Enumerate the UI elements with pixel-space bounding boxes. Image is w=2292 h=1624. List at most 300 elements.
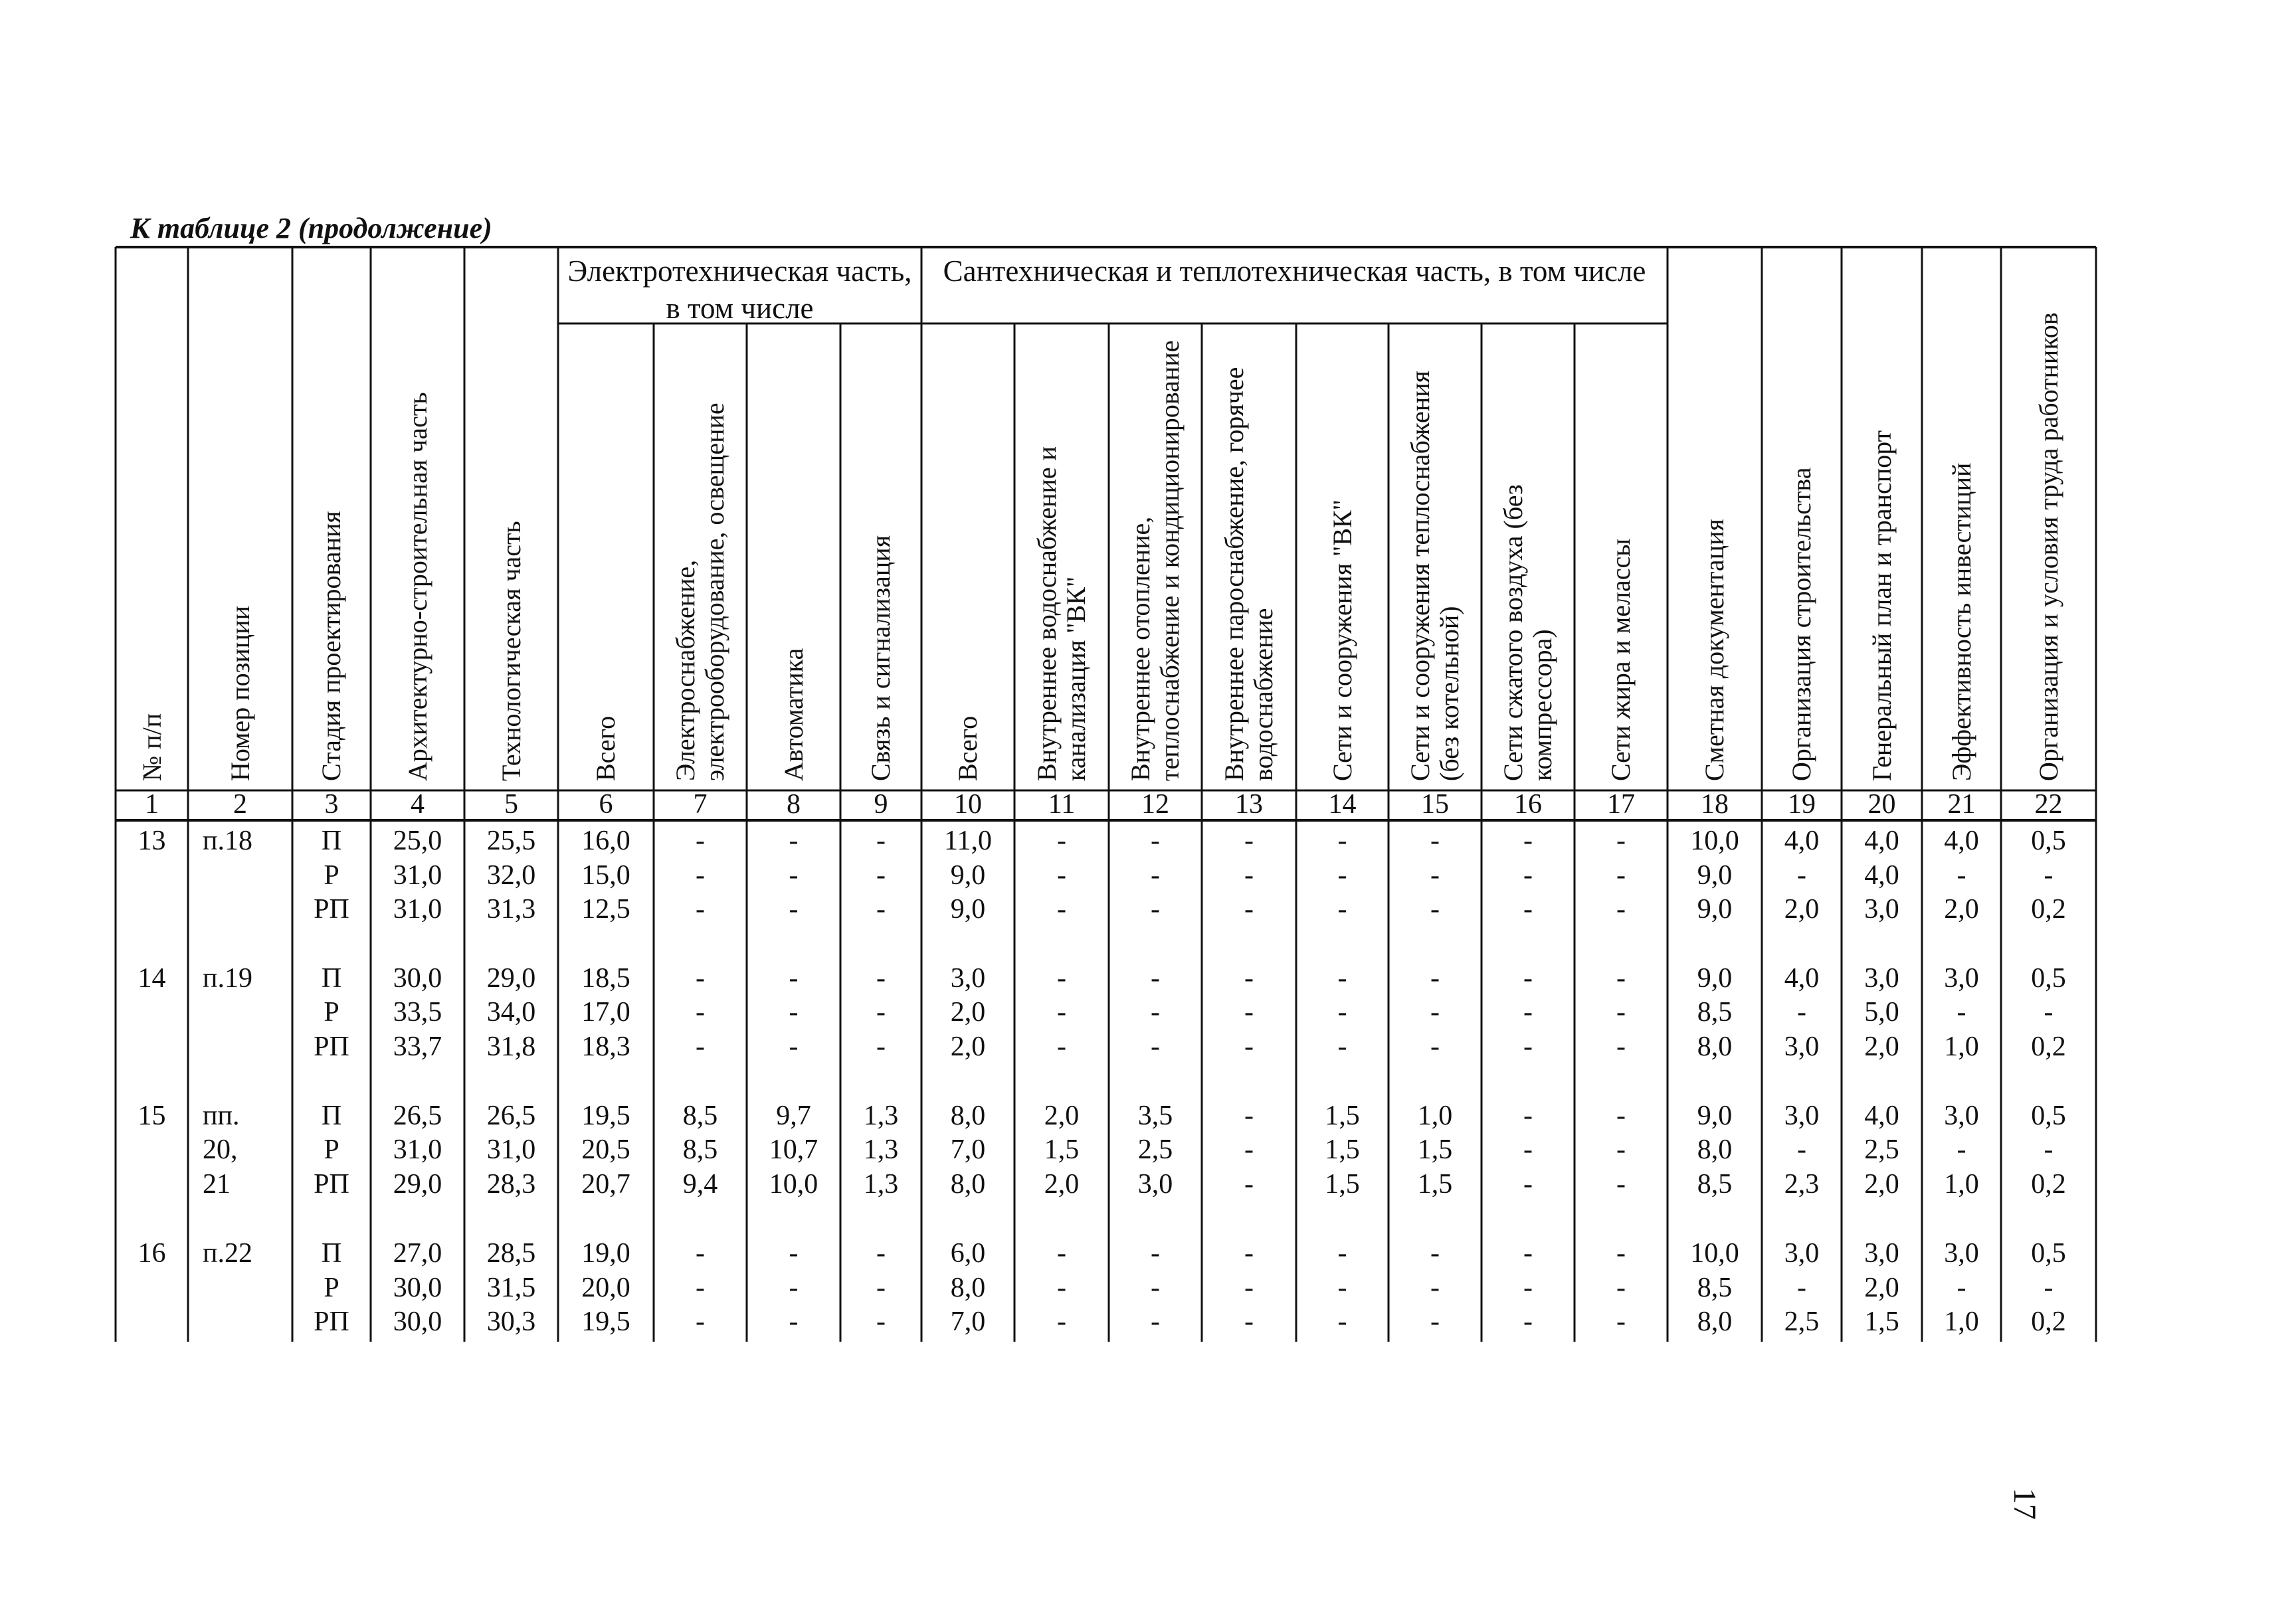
table-cell: 30,0	[393, 963, 442, 994]
column-number: 12	[1141, 789, 1169, 820]
table-cell: -	[789, 1307, 799, 1337]
table-cell: -	[789, 1273, 799, 1303]
column-number: 11	[1048, 789, 1076, 820]
table-cell: 31,0	[486, 1134, 536, 1165]
table-cell: -	[1057, 963, 1066, 994]
table-cell: 4,0	[1784, 826, 1820, 856]
table-cell: 10,0	[769, 1169, 818, 1200]
table-cell: 31,0	[393, 894, 442, 925]
table-cell: 26,5	[393, 1101, 442, 1131]
table-cell: 33,5	[393, 997, 442, 1028]
table-cell: -	[1430, 860, 1440, 891]
table-cell: -	[789, 860, 799, 891]
column-number: 22	[2034, 789, 2063, 820]
table-cell: Р	[324, 1273, 339, 1303]
table-cell: 2,3	[1784, 1169, 1820, 1200]
column-header: Номер позиции	[225, 605, 255, 781]
table-cell: П	[321, 1238, 342, 1269]
table-cell: 25,5	[486, 826, 536, 856]
table-cell: -	[1523, 1032, 1533, 1062]
table-cell: -	[1523, 1238, 1533, 1269]
table-cell: 1,5	[1864, 1307, 1899, 1337]
column-header: Сети сжатого воздуха (без компрессора)	[1498, 484, 1557, 781]
table-cell: 27,0	[393, 1238, 442, 1269]
table-cell	[116, 858, 188, 893]
table-cell: 20,	[203, 1134, 238, 1165]
table-cell: -	[1616, 963, 1626, 994]
table-cell: 1,5	[1044, 1134, 1080, 1165]
table-cell: 2,0	[1784, 894, 1820, 925]
table-cell: -	[1151, 1273, 1160, 1303]
table-cell: 0,5	[2031, 826, 2066, 856]
table-cell: -	[1337, 1307, 1347, 1337]
table-cell: 2,0	[1044, 1169, 1080, 1200]
table-cell: 8,0	[950, 1273, 986, 1303]
table-cell: -	[1523, 826, 1533, 856]
table-cell: -	[876, 1273, 886, 1303]
table-cell: 31,8	[486, 1032, 536, 1062]
table-cell	[188, 892, 292, 927]
table-cell: -	[1523, 997, 1533, 1028]
table-cell: -	[1523, 1101, 1533, 1131]
table-cell: 34,0	[486, 997, 536, 1028]
table-cell: -	[696, 1307, 705, 1337]
column-header: Организация и условия труда работников	[2033, 312, 2063, 781]
table-cell: 12,5	[581, 894, 630, 925]
column-number: 5	[504, 789, 518, 820]
column-header: Внутреннее отопление, теплоснабжение и кондиционирование	[1125, 340, 1185, 781]
table-cell: 3,0	[1864, 1238, 1899, 1269]
table-cell: -	[1430, 1238, 1440, 1269]
table-cell: 20,0	[581, 1273, 630, 1303]
table-cell: -	[1430, 1307, 1440, 1337]
table-cell: -	[1244, 997, 1254, 1028]
table-cell: -	[1244, 1238, 1254, 1269]
table-cell: 1,5	[1325, 1169, 1360, 1200]
table-cell: -	[1430, 1273, 1440, 1303]
table-cell: Р	[324, 1134, 339, 1165]
table-cell: 29,0	[486, 963, 536, 994]
table-cell: -	[1616, 1169, 1626, 1200]
table-cell: -	[876, 860, 886, 891]
table-cell: 15	[138, 1101, 166, 1131]
table-cell: -	[1797, 1273, 1806, 1303]
table-cell: Р	[324, 997, 339, 1028]
table-cell: -	[2044, 1134, 2053, 1165]
table-cell: 1,3	[863, 1169, 899, 1200]
table-cell: 1,0	[1944, 1169, 1979, 1200]
table-cell: Р	[324, 860, 339, 891]
table-cell: 4,0	[1864, 826, 1899, 856]
table-cell: -	[1616, 1273, 1626, 1303]
table-cell: 9,0	[1697, 894, 1733, 925]
table-cell: 3,5	[1137, 1101, 1173, 1131]
table-cell: -	[1244, 826, 1254, 856]
table-cell: -	[2044, 1273, 2053, 1303]
table-cell: -	[1244, 860, 1254, 891]
table-cell: -	[789, 826, 799, 856]
table-cell: -	[1797, 997, 1806, 1028]
table-cell	[116, 995, 188, 1030]
table-cell: 3,0	[1137, 1169, 1173, 1200]
table-cell: -	[2044, 997, 2053, 1028]
table-cell: -	[876, 894, 886, 925]
table-cell: 2,0	[1864, 1273, 1899, 1303]
group-header-electrical: Электротехническая часть, в том числе	[567, 254, 912, 325]
table-cell: -	[1244, 1273, 1254, 1303]
column-header: Сети и сооружения "ВК"	[1327, 499, 1357, 781]
table-cell: П	[321, 826, 342, 856]
table-cell: -	[1616, 1101, 1626, 1131]
table-cell: -	[696, 860, 705, 891]
table-cell: -	[1057, 997, 1066, 1028]
table-cell	[188, 995, 292, 1030]
table-cell: -	[1616, 1032, 1626, 1062]
table-cell: -	[1616, 826, 1626, 856]
table-cell: 30,3	[486, 1307, 536, 1337]
table-cell: 2,5	[1864, 1134, 1899, 1165]
table-cell: -	[1057, 860, 1066, 891]
table-cell: 2,5	[1784, 1307, 1820, 1337]
table-cell: 31,5	[486, 1273, 536, 1303]
table-cell: 8,0	[950, 1101, 986, 1131]
table-cell: 2,0	[1944, 894, 1979, 925]
table-caption: К таблице 2 (продолжение)	[130, 212, 492, 244]
table-cell: -	[1244, 1032, 1254, 1062]
table-cell: 0,2	[2031, 894, 2066, 925]
table-cell: 8,5	[1697, 1169, 1733, 1200]
table-cell: -	[876, 1238, 886, 1269]
table-cell	[188, 1271, 292, 1305]
table-cell: 3,0	[1784, 1238, 1820, 1269]
column-header: Сети и сооружения теплоснабжения (без котельной)	[1405, 371, 1464, 781]
table-cell: -	[1523, 1273, 1533, 1303]
table-cell: -	[876, 826, 886, 856]
table-cell: -	[1337, 963, 1347, 994]
column-number: 2	[233, 789, 247, 820]
table-cell: 8,5	[1697, 1273, 1733, 1303]
table-cell: 16,0	[581, 826, 630, 856]
table-cell: 0,2	[2031, 1307, 2066, 1337]
table-cell: -	[1957, 1134, 1966, 1165]
page-number: 17	[2007, 1488, 2042, 1520]
table-cell: 1,0	[1944, 1307, 1979, 1337]
table-cell: 3,0	[1784, 1032, 1820, 1062]
column-number: 14	[1328, 789, 1357, 820]
column-number: 6	[599, 789, 613, 820]
table-cell: -	[1430, 894, 1440, 925]
table-cell: -	[1957, 997, 1966, 1028]
table-cell: п.18	[203, 826, 252, 856]
table-cell: -	[1151, 963, 1160, 994]
table-cell: -	[1337, 1032, 1347, 1062]
table-cell: -	[1616, 860, 1626, 891]
table-cell: -	[1057, 894, 1066, 925]
table-cell: -	[1151, 860, 1160, 891]
table-cell: -	[1151, 894, 1160, 925]
table-cell: 11,0	[944, 826, 992, 856]
table-cell: 16	[138, 1238, 166, 1269]
table-cell: -	[1337, 1273, 1347, 1303]
table-cell: 2,5	[1137, 1134, 1173, 1165]
table-cell: -	[1797, 1134, 1806, 1165]
table-cell: 1,5	[1417, 1169, 1453, 1200]
table-cell: -	[1523, 860, 1533, 891]
table-cell: -	[1430, 1032, 1440, 1062]
table-cell: -	[789, 963, 799, 994]
column-number: 9	[874, 789, 888, 820]
column-header: Сети жира и мелассы	[1606, 538, 1636, 781]
column-number: 3	[324, 789, 339, 820]
table-cell	[116, 1132, 188, 1167]
column-number: 8	[787, 789, 801, 820]
table-cell: -	[876, 1032, 886, 1062]
table-cell: -	[696, 997, 705, 1028]
table-cell: 3,0	[1944, 1238, 1979, 1269]
column-number: 4	[411, 789, 425, 820]
table-cell: 30,0	[393, 1307, 442, 1337]
column-header: Эффективность инвестиций	[1946, 462, 1976, 781]
table-cell: 9,4	[682, 1169, 718, 1200]
table-cell: 2,0	[950, 997, 986, 1028]
table-cell: РП	[314, 1307, 349, 1337]
table-cell: -	[789, 1238, 799, 1269]
column-header: Стадия проектирования	[316, 511, 346, 781]
table-cell: -	[1616, 1238, 1626, 1269]
column-header: Архитектурно-строительная часть	[402, 392, 432, 781]
table-cell: -	[696, 1238, 705, 1269]
table-cell: пп.	[203, 1101, 240, 1131]
column-number: 7	[693, 789, 708, 820]
table-cell: -	[1797, 860, 1806, 891]
table-cell	[188, 1030, 292, 1064]
table-cell: 28,5	[486, 1238, 536, 1269]
table-cell: -	[1151, 1238, 1160, 1269]
table-cell: -	[1616, 894, 1626, 925]
table-cell: 3,0	[1944, 1101, 1979, 1131]
table-cell: -	[1244, 1169, 1254, 1200]
table-cell: 0,5	[2031, 1238, 2066, 1269]
table-cell: 10,0	[1690, 1238, 1739, 1269]
table-cell: 3,0	[1864, 963, 1899, 994]
table-cell: П	[321, 1101, 342, 1131]
table-cell: 0,2	[2031, 1032, 2066, 1062]
table-cell: 9,7	[776, 1101, 811, 1131]
table-cell: 8,5	[1697, 997, 1733, 1028]
table-cell: 1,5	[1417, 1134, 1453, 1165]
column-header: Всего	[953, 715, 983, 781]
table-cell: -	[696, 894, 705, 925]
table-cell: 31,3	[486, 894, 536, 925]
table-cell: 2,0	[1864, 1169, 1899, 1200]
column-header: Технологическая часть	[496, 521, 526, 781]
table-cell: РП	[314, 1169, 349, 1200]
table-cell: -	[1057, 1307, 1066, 1337]
table-cell: 6,0	[950, 1238, 986, 1269]
table-cell: -	[789, 997, 799, 1028]
table-cell: 8,5	[682, 1101, 718, 1131]
table-cell: 1,0	[1944, 1032, 1979, 1062]
table-cell: -	[1151, 1307, 1160, 1337]
table-cell: 17,0	[581, 997, 630, 1028]
column-header: Связь и сигнализация	[866, 535, 896, 781]
table-cell: -	[696, 963, 705, 994]
table-cell: -	[1523, 1307, 1533, 1337]
group-header-sanitary: Сантехническая и теплотехническая часть, в том числе	[943, 254, 1646, 288]
table-cell: 26,5	[486, 1101, 536, 1131]
table-cell: -	[1057, 826, 1066, 856]
table-cell: 3,0	[1784, 1101, 1820, 1131]
table-cell: -	[1244, 1307, 1254, 1337]
table-cell: 25,0	[393, 826, 442, 856]
column-number: 1	[145, 789, 159, 820]
table-cell: 14	[138, 963, 166, 994]
table-cell: -	[1957, 860, 1966, 891]
table-cell: 4,0	[1944, 826, 1979, 856]
table-cell: -	[1523, 1134, 1533, 1165]
table-cell: 9,0	[950, 860, 986, 891]
table-cell	[188, 1305, 292, 1339]
table-cell: 0,5	[2031, 963, 2066, 994]
table-cell: 1,3	[863, 1101, 899, 1131]
table-cell: 1,5	[1325, 1101, 1360, 1131]
table-cell: -	[1151, 997, 1160, 1028]
table-cell: РП	[314, 894, 349, 925]
table-cell: -	[1151, 826, 1160, 856]
table-cell: 9,0	[1697, 1101, 1733, 1131]
table-cell: -	[1057, 1238, 1066, 1269]
table-cell: П	[321, 963, 342, 994]
table-cell: РП	[314, 1032, 349, 1062]
table-cell: 8,0	[1697, 1307, 1733, 1337]
table-cell: -	[1523, 894, 1533, 925]
table-cell	[116, 1271, 188, 1305]
column-number: 17	[1607, 789, 1635, 820]
table-cell: 30,0	[393, 1273, 442, 1303]
column-header: Электроснабжение, электрооборудование, освещение	[670, 403, 729, 781]
table-cell: 19,0	[581, 1238, 630, 1269]
table-cell: -	[1337, 997, 1347, 1028]
table-cell	[188, 858, 292, 893]
table-cell: 9,0	[950, 894, 986, 925]
table-cell: -	[1430, 997, 1440, 1028]
table-cell: -	[876, 997, 886, 1028]
table-cell: 20,7	[581, 1169, 630, 1200]
table-cell: -	[1957, 1273, 1966, 1303]
table-cell: 28,3	[486, 1169, 536, 1200]
table-cell: 3,0	[1864, 894, 1899, 925]
column-number: 18	[1701, 789, 1729, 820]
table-cell: -	[696, 826, 705, 856]
table-cell: -	[1337, 1238, 1347, 1269]
table-cell: 31,0	[393, 860, 442, 891]
table-cell: 31,0	[393, 1134, 442, 1165]
table-cell: 4,0	[1784, 963, 1820, 994]
table-cell: -	[1523, 1169, 1533, 1200]
table-cell: -	[1151, 1032, 1160, 1062]
column-number: 15	[1421, 789, 1449, 820]
table-cell: 8,0	[1697, 1134, 1733, 1165]
table-cell: 9,0	[1697, 963, 1733, 994]
column-number: 20	[1867, 789, 1896, 820]
table-cell	[116, 892, 188, 927]
column-header: Всего	[591, 715, 621, 781]
table-cell: 19,5	[581, 1101, 630, 1131]
column-header: Сметная документация	[1699, 519, 1729, 781]
table-cell: -	[2044, 860, 2053, 891]
table-cell: -	[1244, 894, 1254, 925]
table-cell: -	[1523, 963, 1533, 994]
column-header: Внутреннее водоснабжение и канализация "ВК"	[1032, 446, 1091, 781]
table-cell: 15,0	[581, 860, 630, 891]
table-cell: 2,0	[1044, 1101, 1080, 1131]
column-number: 16	[1514, 789, 1542, 820]
table-cell: п.22	[203, 1238, 252, 1269]
table-cell: -	[1057, 1032, 1066, 1062]
table-cell: 8,0	[1697, 1032, 1733, 1062]
table-cell: -	[1616, 997, 1626, 1028]
table-cell: 32,0	[486, 860, 536, 891]
table-cell: -	[1616, 1307, 1626, 1337]
table-cell: 1,3	[863, 1134, 899, 1165]
table-cell: 0,2	[2031, 1169, 2066, 1200]
table-cell: 19,5	[581, 1307, 630, 1337]
table-cell: 3,0	[950, 963, 986, 994]
table-cell: -	[1244, 1101, 1254, 1131]
table-cell: 3,0	[1944, 963, 1979, 994]
column-header: № п/п	[136, 713, 167, 781]
table-cell: 33,7	[393, 1032, 442, 1062]
table-cell: 10,7	[769, 1134, 818, 1165]
table-cell: 29,0	[393, 1169, 442, 1200]
table-cell: 7,0	[950, 1307, 986, 1337]
table-cell: -	[1057, 1273, 1066, 1303]
column-number: 13	[1235, 789, 1263, 820]
table-cell: 13	[138, 826, 166, 856]
table-cell: 20,5	[581, 1134, 630, 1165]
table-cell: п.19	[203, 963, 252, 994]
table-cell: -	[696, 1032, 705, 1062]
table-cell: -	[1244, 963, 1254, 994]
table-cell: 7,0	[950, 1134, 986, 1165]
column-number: 10	[954, 789, 982, 820]
table-cell: 2,0	[1864, 1032, 1899, 1062]
column-header: Организация строительства	[1786, 467, 1816, 781]
table-cell: 18,5	[581, 963, 630, 994]
table-cell: 0,5	[2031, 1101, 2066, 1131]
table-cell: 1,5	[1325, 1134, 1360, 1165]
table-cell: 5,0	[1864, 997, 1899, 1028]
table-cell: 1,0	[1417, 1101, 1453, 1131]
table-cell	[116, 1305, 188, 1339]
table-cell: -	[876, 1307, 886, 1337]
table-cell: -	[696, 1273, 705, 1303]
table-cell: 4,0	[1864, 860, 1899, 891]
table-cell: 2,0	[950, 1032, 986, 1062]
table-cell: 10,0	[1690, 826, 1739, 856]
table-cell: 9,0	[1697, 860, 1733, 891]
table-cell: -	[789, 1032, 799, 1062]
column-header: Генеральный план и транспорт	[1866, 430, 1897, 781]
table-cell: 4,0	[1864, 1101, 1899, 1131]
column-number: 21	[1947, 789, 1976, 820]
table-cell: 8,5	[682, 1134, 718, 1165]
table-cell: -	[789, 894, 799, 925]
table-cell: 18,3	[581, 1032, 630, 1062]
table-cell: -	[1430, 826, 1440, 856]
table-cell: -	[1244, 1134, 1254, 1165]
column-number: 19	[1788, 789, 1816, 820]
